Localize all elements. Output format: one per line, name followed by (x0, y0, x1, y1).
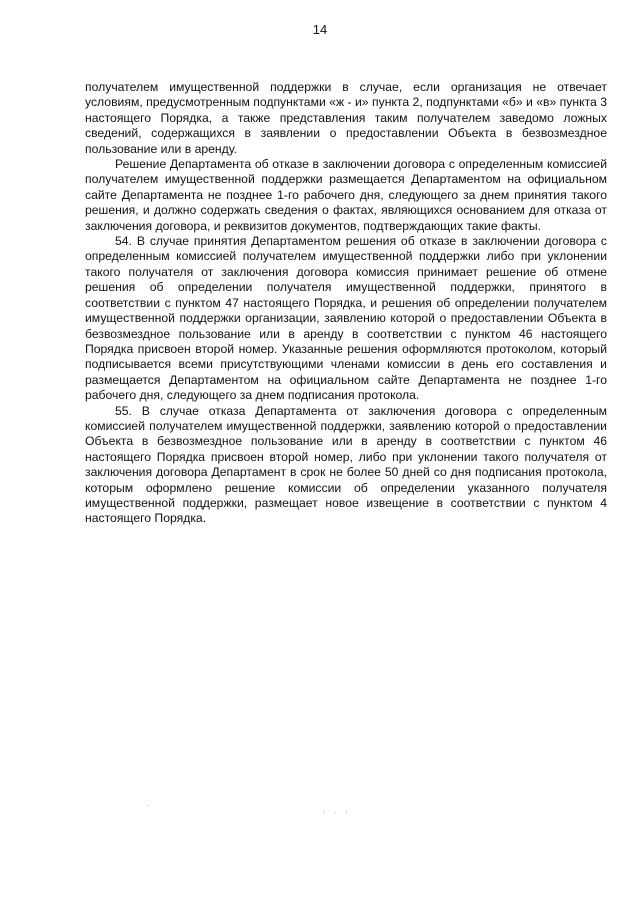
paragraph-item-54: 54. В случае принятия Департаментом решения об отказе в заключении договора с определенным комиссией получателем имущественной поддержки либо при уклонении такого получателя от заключения договора комиссия принимает решение об отмене решения об определении получателя имущественной поддержки, принятого в соответствии с пунктом 47 настоящего Порядка, и решения об определении получателем имущественной поддержки организации, заявлению которой о предоставлении Объекта в безвозмездное пользование или в аренду в соответствии с пунктом 46 настоящего Порядка присвоен второй номер. Указанные решения оформляются протоколом, который подписывается всеми присутствующими членами комиссии в день его составления и размещается Департаментом на официальном сайте Департамента не позднее 1-го рабочего дня, следующего за днем подписания протокола. (85, 234, 607, 403)
scan-artifact-dot (148, 805, 149, 806)
document-body (85, 80, 607, 527)
paragraph-continuation: получателем имущественной поддержки в случае, если организация не отвечает условиям, предусмотренным подпунктами «ж - и» пункта 2, подпунктами «б» и «в» пункта 3 настоящего Порядка, а также представления таким получателем заведомо ложных сведений, содержащихся в заявлении о предоставлении Объекта в безвозмездное пользование или в аренду. (85, 80, 607, 156)
page-number: 14 (312, 22, 328, 37)
paragraph-item-55: 55. В случае отказа Департамента от заключения договора с определенным комиссией получателем имущественной поддержки, заявлению которой о предоставлении Объекта в безвозмездное пользование или в аренду в соответствии с пунктом 46 настоящего Порядка присвоен второй номер, либо при уклонении такого получателя от заключения договора Департамент в срок не более 50 дней со дня подписания протокола, которым оформлено решение комиссии об определении указанного получателя имущественной поддержки, размещает новое извещение в соответствии с пунктом 4 настоящего Порядка. (85, 403, 607, 526)
paragraph-department-decision: Решение Департамента об отказе в заключении договора с определенным комиссией получателем имущественной поддержки размещается Департаментом на официальном сайте Департамента не позднее 1-го рабочего дня, следующего за днем принятия такого решения, и должно содержать сведения о фактах, являющихся основанием для отказа от заключения договора, и реквизитов документов, подтверждающих такие факты. (85, 157, 607, 233)
scan-artifact-mark: · · · (322, 807, 351, 817)
